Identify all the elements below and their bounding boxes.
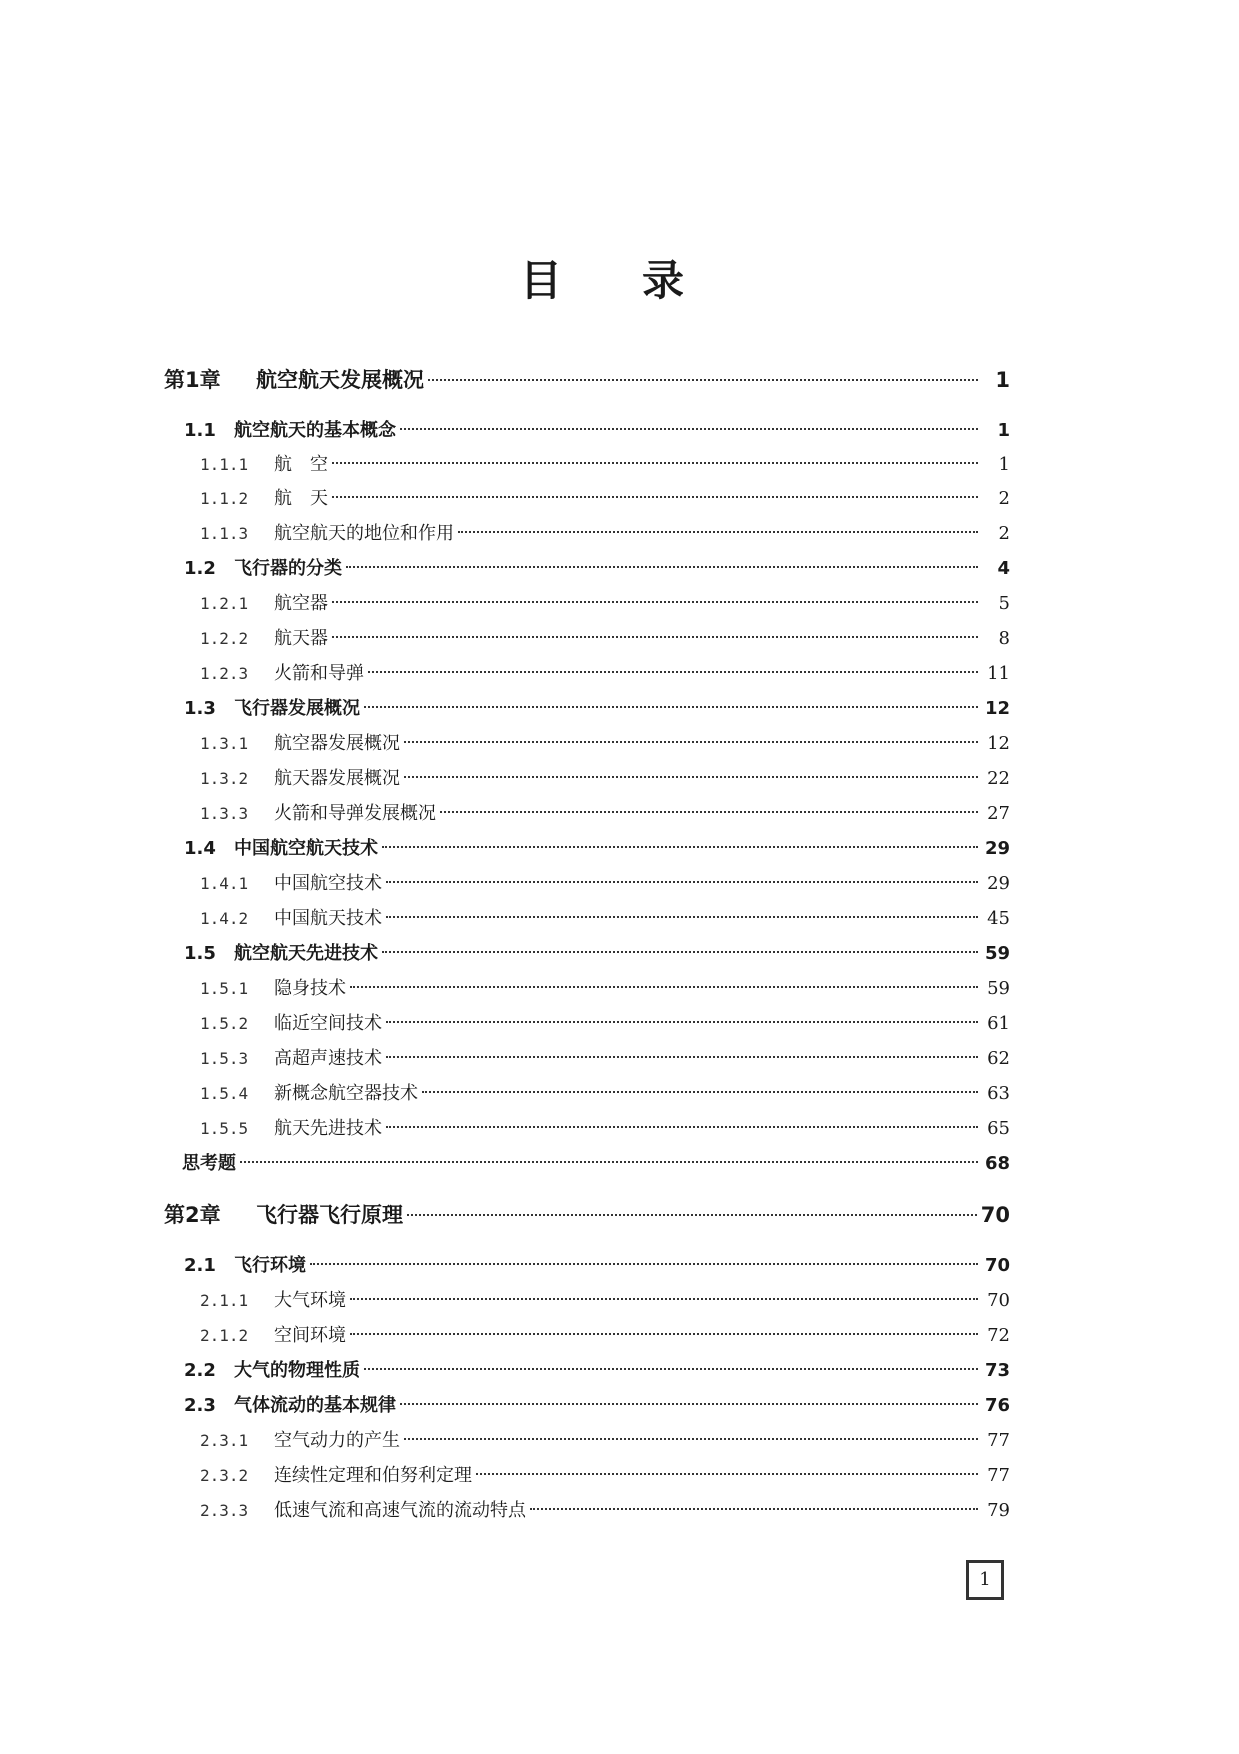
dot-leader	[350, 1280, 978, 1300]
toc-title: 中国航空航天技术	[234, 838, 378, 859]
toc-entry	[200, 904, 1010, 930]
toc-entry	[200, 1426, 1010, 1452]
dot-leader	[332, 444, 978, 464]
toc-page-number: 1	[997, 420, 1010, 441]
dot-leader	[476, 1455, 978, 1475]
toc-number: 1.2.2	[200, 629, 249, 648]
toc-title: 火箭和导弹	[274, 663, 364, 684]
toc-page-number: 29	[984, 838, 1010, 859]
toc-page-number: 4	[997, 558, 1010, 579]
toc-number: 2.3.2	[200, 1466, 249, 1485]
toc-title: 飞行器飞行原理	[256, 1203, 403, 1227]
toc-number: 第2章	[164, 1203, 221, 1227]
toc-page-number: 1	[998, 454, 1010, 475]
toc-number: 1.5	[184, 943, 216, 964]
toc-section-entry	[184, 939, 1010, 965]
toc-page-number: 65	[987, 1118, 1010, 1139]
toc-number: 1.1.2	[200, 489, 249, 508]
toc-number: 1.2.3	[200, 664, 249, 683]
dot-leader	[332, 618, 978, 638]
toc-number: 2.3	[184, 1395, 216, 1416]
title-char-2: 录	[642, 256, 685, 305]
dot-leader	[404, 723, 978, 743]
toc-entry	[200, 450, 1010, 476]
toc-number: 1.4.1	[200, 874, 249, 893]
toc-entry	[200, 1079, 1010, 1105]
dot-leader	[404, 1420, 978, 1440]
toc-page-number: 59	[987, 978, 1010, 999]
toc-number: 1.5.1	[200, 979, 249, 998]
toc-title: 高超声速技术	[274, 1048, 382, 1069]
toc-page-number: 70	[987, 1290, 1010, 1311]
toc-title: 航空航天发展概况	[256, 368, 424, 392]
toc-title: 大气环境	[274, 1290, 346, 1311]
toc-title: 航天先进技术	[274, 1118, 382, 1139]
toc-page-number: 2	[998, 523, 1010, 544]
toc-page-number: 77	[987, 1465, 1010, 1486]
toc-number: 1.3	[184, 698, 216, 719]
toc-entry	[200, 764, 1010, 790]
dot-leader	[386, 863, 978, 883]
toc-page-number: 62	[987, 1048, 1010, 1069]
toc-entry	[200, 1114, 1010, 1140]
toc-page-number: 70	[980, 1203, 1010, 1227]
toc-entry	[200, 974, 1010, 1000]
toc-title: 中国航天技术	[274, 908, 382, 929]
dot-leader	[346, 548, 978, 568]
toc-title: 火箭和导弹发展概况	[274, 803, 436, 824]
toc-section-entry	[184, 694, 1010, 720]
toc-section-entry	[184, 1391, 1010, 1417]
toc-number: 1.4	[184, 838, 216, 859]
dot-leader	[332, 478, 978, 498]
dot-leader	[428, 358, 978, 381]
page-number: 1	[966, 1560, 1004, 1600]
toc-entry	[200, 519, 1010, 545]
toc-page-number: 45	[987, 908, 1010, 929]
dot-leader	[440, 793, 978, 813]
toc-entry	[200, 1286, 1010, 1312]
toc-page-number: 59	[984, 943, 1010, 964]
dot-leader	[368, 653, 978, 673]
toc-page-number: 22	[987, 768, 1010, 789]
toc-page-number: 76	[984, 1395, 1010, 1416]
toc-title: 临近空间技术	[274, 1013, 382, 1034]
toc-title: 大气的物理性质	[234, 1360, 360, 1381]
toc-number: 1.1.1	[200, 455, 249, 474]
toc-entry	[182, 1149, 1010, 1175]
toc-entry	[200, 624, 1010, 650]
toc-entry	[200, 1496, 1010, 1522]
dot-leader	[530, 1490, 978, 1510]
dot-leader	[422, 1073, 978, 1093]
toc-page-number: 12	[987, 733, 1010, 754]
toc-title: 连续性定理和伯努利定理	[274, 1465, 472, 1486]
toc-number: 2.1.1	[200, 1291, 249, 1310]
toc-page-number: 29	[987, 873, 1010, 894]
toc-title: 航空航天的基本概念	[234, 420, 396, 441]
toc-entry	[200, 1321, 1010, 1347]
toc-number: 1.5.4	[200, 1084, 249, 1103]
toc-page-number: 61	[987, 1013, 1010, 1034]
toc-title: 气体流动的基本规律	[234, 1395, 396, 1416]
toc-number: 第1章	[164, 368, 221, 392]
toc-section-entry	[184, 1251, 1010, 1277]
toc-page-number: 79	[987, 1500, 1010, 1521]
toc-page-number: 1	[995, 368, 1010, 392]
dot-leader	[386, 1003, 978, 1023]
dot-leader	[386, 898, 978, 918]
toc-page-number: 12	[984, 698, 1010, 719]
toc-entry	[200, 869, 1010, 895]
toc-number: 1.1.3	[200, 524, 249, 543]
toc-entry	[200, 1461, 1010, 1487]
toc-entry	[200, 729, 1010, 755]
dot-leader	[400, 410, 978, 430]
toc-entry	[200, 1044, 1010, 1070]
toc-page-number: 5	[998, 593, 1010, 614]
toc-page-number: 77	[987, 1430, 1010, 1451]
toc-entry	[200, 799, 1010, 825]
dot-leader	[350, 968, 978, 988]
toc-section-entry	[184, 416, 1010, 442]
toc-page-number: 27	[987, 803, 1010, 824]
toc-title: 空间环境	[274, 1325, 346, 1346]
toc-title: 新概念航空器技术	[274, 1083, 418, 1104]
toc-number: 1.5.3	[200, 1049, 249, 1068]
toc-number: 2.3.1	[200, 1431, 249, 1450]
toc-number: 2.3.3	[200, 1501, 249, 1520]
toc-number: 1.5.2	[200, 1014, 249, 1033]
toc-title: 航 空	[274, 454, 328, 475]
toc-number: 1.4.2	[200, 909, 249, 928]
dot-leader	[382, 933, 978, 953]
toc-number: 1.2	[184, 558, 216, 579]
toc-title: 航空器	[274, 593, 328, 614]
toc-title: 飞行器的分类	[234, 558, 342, 579]
toc-page-number: 68	[984, 1153, 1010, 1174]
toc-title: 隐身技术	[274, 978, 346, 999]
toc-title: 飞行器发展概况	[234, 698, 360, 719]
toc-chapter-entry	[164, 364, 1010, 394]
dot-leader	[458, 513, 978, 533]
toc-number: 2.1.2	[200, 1326, 249, 1345]
toc-page-number: 8	[998, 628, 1010, 649]
toc-number: 1.3.3	[200, 804, 249, 823]
dot-leader	[350, 1315, 978, 1335]
toc-number: 1.3.1	[200, 734, 249, 753]
toc-number: 1.1	[184, 420, 216, 441]
toc-section-entry	[184, 1356, 1010, 1382]
toc-number: 1.3.2	[200, 769, 249, 788]
toc-number: 1.2.1	[200, 594, 249, 613]
toc-title: 航天器	[274, 628, 328, 649]
toc-page-number: 2	[998, 488, 1010, 509]
toc-title: 低速气流和高速气流的流动特点	[274, 1500, 526, 1521]
dot-leader	[332, 583, 978, 603]
toc-title: 思考题	[182, 1153, 236, 1174]
toc-page-number: 63	[987, 1083, 1010, 1104]
dot-leader	[407, 1193, 977, 1216]
toc-page-number: 73	[984, 1360, 1010, 1381]
toc-page-number: 72	[987, 1325, 1010, 1346]
toc-title: 空气动力的产生	[274, 1430, 400, 1451]
toc-entry	[200, 589, 1010, 615]
toc-entry	[200, 1009, 1010, 1035]
toc-entry	[200, 659, 1010, 685]
dot-leader	[364, 1350, 978, 1370]
toc-page-number: 70	[984, 1255, 1010, 1276]
title-char-1: 目	[520, 256, 563, 305]
dot-leader	[240, 1143, 978, 1163]
toc-section-entry	[184, 834, 1010, 860]
toc-title: 中国航空技术	[274, 873, 382, 894]
toc-title: 航空航天的地位和作用	[274, 523, 454, 544]
dot-leader	[382, 828, 978, 848]
dot-leader	[404, 758, 978, 778]
dot-leader	[310, 1245, 978, 1265]
dot-leader	[386, 1108, 978, 1128]
toc-number: 2.1	[184, 1255, 216, 1276]
toc-number: 2.2	[184, 1360, 216, 1381]
dot-leader	[364, 688, 978, 708]
toc-title: 航 天	[274, 488, 328, 509]
toc-section-entry	[184, 554, 1010, 580]
toc-title: 飞行环境	[234, 1255, 306, 1276]
toc-title: 航空航天先进技术	[234, 943, 378, 964]
dot-leader	[386, 1038, 978, 1058]
toc-title: 航空器发展概况	[274, 733, 400, 754]
toc-entry	[200, 484, 1010, 510]
toc-title: 航天器发展概况	[274, 768, 400, 789]
toc-number: 1.5.5	[200, 1119, 249, 1138]
toc-chapter-entry	[164, 1199, 1010, 1229]
toc-page-number: 11	[987, 663, 1010, 684]
dot-leader	[400, 1385, 978, 1405]
